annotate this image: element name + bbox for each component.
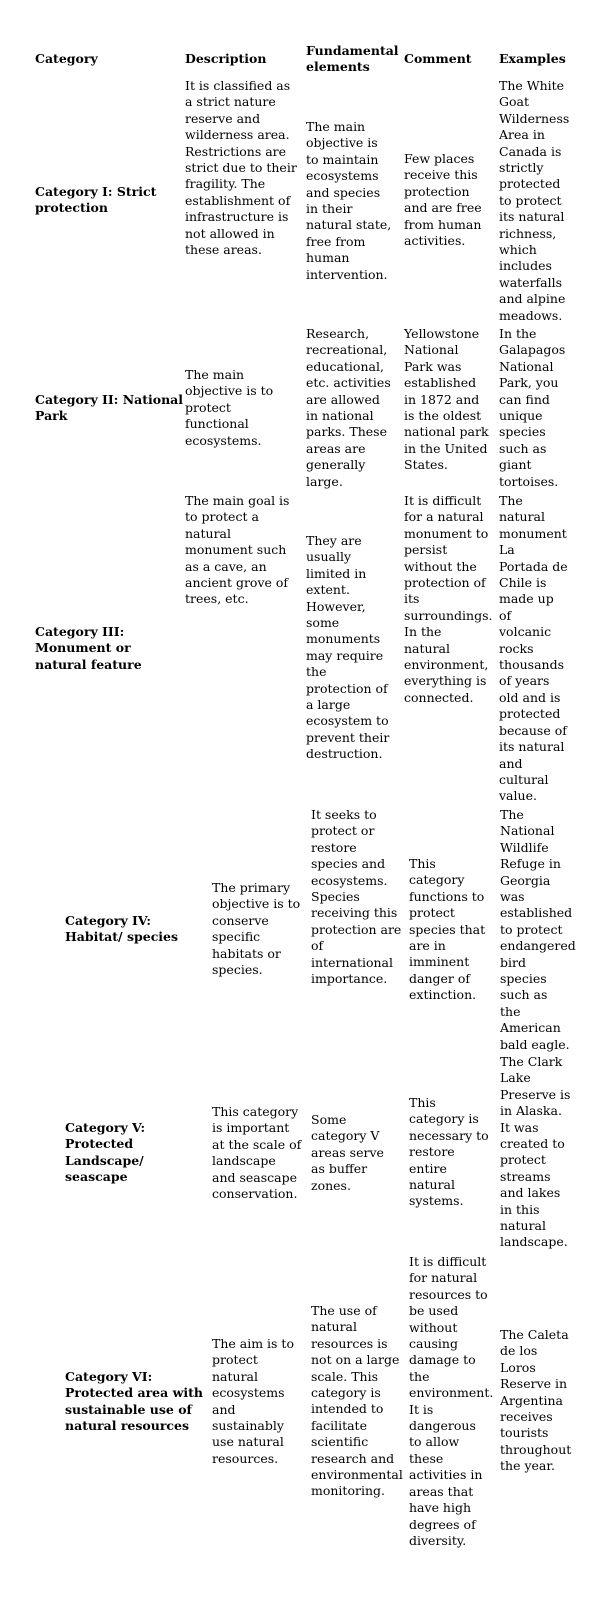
row-3-examples: The natural monument La Portada de Chile is made up of volcanic rocks thousands of years old and is protected because of its natural and cultural value. bbox=[499, 493, 568, 804]
row-4-fundamental: It seeks to protect or restore species and ecosystems. Species receiving this protection are of international importance. bbox=[311, 807, 402, 987]
header-comment: Comment bbox=[404, 51, 472, 66]
row-6-fundamental: The use of natural resources is not on a large scale. This category is intended to facilitate scientific research and environmental monitoring. bbox=[311, 1303, 403, 1499]
row-2-description: The main objective is to protect functional ecosystems. bbox=[185, 367, 274, 448]
header-category: Category bbox=[35, 51, 98, 66]
row-1-examples: The White Goat Wilderness Area in Canada is strictly protected to protect its natural richness, which includes waterfalls and alpine meadows. bbox=[499, 78, 570, 323]
row-2-fundamental: Research, recreational, educational, etc. activities are allowed in national parks. These areas are generally large. bbox=[306, 326, 391, 489]
row-6-description: The aim is to protect natural ecosystems and sustainably use natural resources. bbox=[212, 1336, 294, 1466]
row-6-category: Category VI: Protected area with sustainable use of natural resources bbox=[65, 1369, 203, 1434]
row-1-fundamental: The main objective is to maintain ecosystems and species in their natural state, free from human intervention. bbox=[306, 119, 392, 282]
header-examples: Examples bbox=[499, 51, 566, 66]
row-2-examples: In the Galapagos National Park, you can find unique species such as giant tortoises. bbox=[499, 326, 566, 489]
row-3-fundamental: They are usually limited in extent. However, some monuments may require the protection of a large ecosystem to prevent their destruction. bbox=[306, 533, 390, 762]
row-4-comment: This category functions to protect species that are in imminent danger of extinction. bbox=[409, 856, 486, 1003]
row-3-category: Category III: Monument or natural feature bbox=[35, 624, 142, 672]
row-4-description: The primary objective is to conserve specific habitats or species. bbox=[212, 880, 301, 978]
row-5-description: This category is important at the scale of landscape and seascape conservation. bbox=[212, 1104, 302, 1202]
row-1-category: Category I: Strict protection bbox=[35, 184, 157, 216]
row-5-category: Category V: Protected Landscape/ seascape bbox=[65, 1120, 146, 1185]
row-2-category: Category II: National Park bbox=[35, 392, 184, 424]
row-6-comment: It is difficult for natural resources to be used without causing damage to the environment. It is dangerous to allow these activities in areas that have high degrees of diversity. bbox=[409, 1254, 494, 1548]
row-1-description: It is classified as a strict nature reserve and wilderness area. Restrictions are strict due to their fragility. The establishment of infrastructure is not allowed in these areas. bbox=[185, 78, 297, 258]
row-3-comment: It is difficult for a natural monument to persist without the protection of its surroundings. In the natural environment, everything is connected. bbox=[404, 493, 493, 705]
row-1-comment: Few places receive this protection and are free from human activities. bbox=[404, 151, 482, 249]
header-fundamental-elements: Fundamental elements bbox=[306, 43, 399, 75]
row-4-category: Category IV: Habitat/ species bbox=[65, 913, 179, 945]
row-4-examples: The National Wildlife Refuge in Georgia was established to protect endangered bird species such as the American bald eagle. bbox=[500, 807, 576, 1052]
row-6-examples: The Caleta de los Loros Reserve in Argentina receives tourists throughout the year. bbox=[500, 1327, 572, 1474]
row-2-comment: Yellowstone National Park was established in 1872 and is the oldest national park in the United States. bbox=[404, 326, 489, 473]
row-5-examples: The Clark Lake Preserve is in Alaska. It was created to protect streams and lakes in this natural landscape. bbox=[500, 1054, 571, 1250]
header-description: Description bbox=[185, 51, 267, 66]
row-5-comment: This category is necessary to restore entire natural systems. bbox=[409, 1095, 489, 1209]
row-5-fundamental: Some category V areas serve as buffer zones. bbox=[311, 1112, 384, 1193]
row-3-description: The main goal is to protect a natural monument such as a cave, an ancient grove of trees, etc. bbox=[185, 493, 290, 607]
